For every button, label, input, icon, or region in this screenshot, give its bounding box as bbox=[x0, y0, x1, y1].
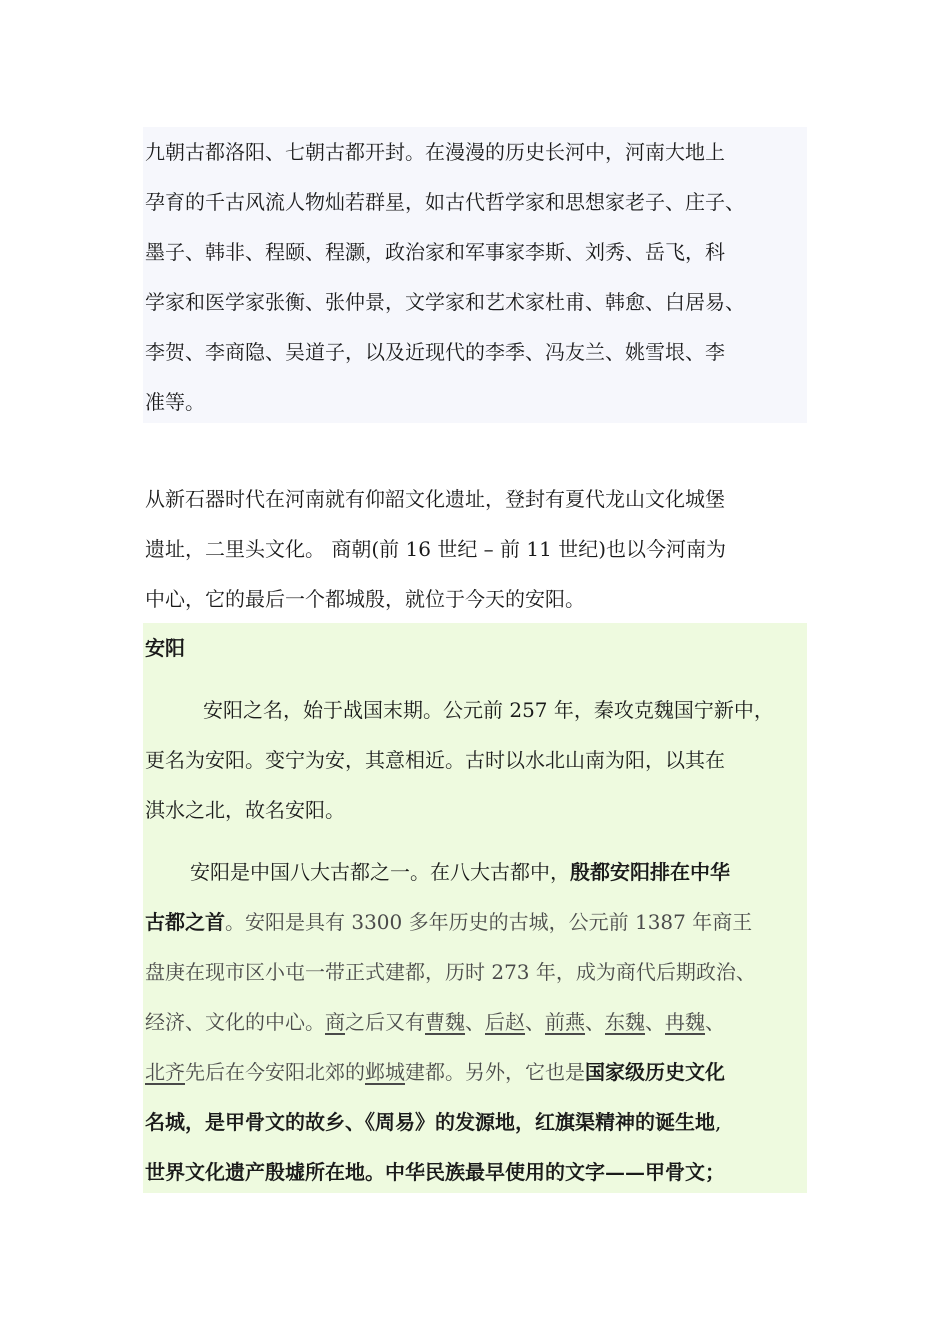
anyang-section bbox=[143, 623, 807, 1193]
anyang-p2-line-1 bbox=[143, 847, 807, 897]
anyang-p2-line-7: 世界文化遗产殷墟所在地。中华民族最早使用的文字——甲骨文； bbox=[145, 1160, 725, 1184]
history-line-1: 从新石器时代在河南就有仰韶文化遗址，登封有夏代龙山文化城堡 bbox=[145, 487, 725, 511]
text: 建都。另外，它也是 bbox=[405, 1060, 585, 1084]
text: 之后又有 bbox=[345, 1010, 425, 1034]
text: 。安阳是具有 3300 多年历史的古城，公元前 1387 年商王 bbox=[225, 910, 753, 934]
bold-text: 古都之首 bbox=[145, 910, 225, 934]
spacer bbox=[143, 835, 807, 847]
history-line-2: 遗址，二里头文化。 商朝(前 16 世纪 – 前 11 世纪)也以今河南为 bbox=[145, 537, 727, 561]
intro-line-1: 九朝古都洛阳、七朝古都开封。在漫漫的历史长河中，河南大地上 bbox=[145, 140, 725, 164]
bold-text: 名城，是甲骨文的故乡、《周易》的发源地，红旗渠精神的诞生地 bbox=[145, 1110, 715, 1134]
text: 安阳是中国八大古都之一。在八大古都中， bbox=[190, 860, 570, 884]
separator: 、 bbox=[465, 1010, 485, 1034]
link-shang[interactable]: 商 bbox=[325, 1010, 345, 1034]
link-dongwei[interactable]: 东魏 bbox=[605, 1010, 645, 1034]
text: , bbox=[715, 1110, 722, 1134]
bold-text: 国家级历史文化 bbox=[585, 1060, 725, 1084]
intro-line-6: 准等。 bbox=[145, 390, 205, 414]
spacer bbox=[143, 673, 807, 685]
link-houzhao[interactable]: 后赵 bbox=[485, 1010, 525, 1034]
anyang-p2-line-4 bbox=[143, 997, 807, 1047]
anyang-p1-line-2: 更名为安阳。变宁为安，其意相近。古时以水北山南为阳，以其在 bbox=[145, 748, 725, 772]
history-line-3: 中心，它的最后一个都城殷，就位于今天的安阳。 bbox=[145, 587, 585, 611]
separator: 、 bbox=[645, 1010, 665, 1034]
link-caowei[interactable]: 曹魏 bbox=[425, 1010, 465, 1034]
anyang-p2-line-3: 盘庚在现市区小屯一带正式建都，历时 273 年，成为商代后期政治、 bbox=[145, 960, 756, 984]
intro-line-3: 墨子、韩非、程颐、程灏，政治家和军事家李斯、刘秀、岳飞，科 bbox=[145, 240, 725, 264]
intro-line-5: 李贺、李商隐、吴道子，以及近现代的李季、冯友兰、姚雪垠、李 bbox=[145, 340, 725, 364]
anyang-p2-line-2 bbox=[143, 897, 807, 947]
separator: 、 bbox=[585, 1010, 605, 1034]
history-paragraph bbox=[143, 474, 807, 624]
text: 先后在今安阳北郊的 bbox=[185, 1060, 365, 1084]
bold-text: 殷都安阳排在中华 bbox=[570, 860, 730, 884]
anyang-p2-line-5 bbox=[143, 1047, 807, 1097]
link-beiqi[interactable]: 北齐 bbox=[145, 1060, 185, 1084]
anyang-p1-line-3: 淇水之北，故名安阳。 bbox=[145, 798, 345, 822]
intro-paragraph bbox=[143, 127, 807, 423]
link-qianyan[interactable]: 前燕 bbox=[545, 1010, 585, 1034]
intro-line-2: 孕育的千古风流人物灿若群星，如古代哲学家和思想家老子、庄子、 bbox=[145, 190, 745, 214]
section-heading: 安阳 bbox=[145, 636, 185, 660]
intro-line-4: 学家和医学家张衡、张仲景，文学家和艺术家杜甫、韩愈、白居易、 bbox=[145, 290, 745, 314]
text: 经济、文化的中心。 bbox=[145, 1010, 325, 1034]
separator: 、 bbox=[525, 1010, 545, 1034]
link-yecheng[interactable]: 邺城 bbox=[365, 1060, 405, 1084]
anyang-p1-line-1: 安阳之名，始于战国末期。公元前 257 年，秦攻克魏国宁新中， bbox=[203, 698, 774, 722]
link-ranwei[interactable]: 冉魏 bbox=[665, 1010, 705, 1034]
separator: 、 bbox=[705, 1010, 725, 1034]
anyang-p2-line-6 bbox=[143, 1097, 807, 1147]
